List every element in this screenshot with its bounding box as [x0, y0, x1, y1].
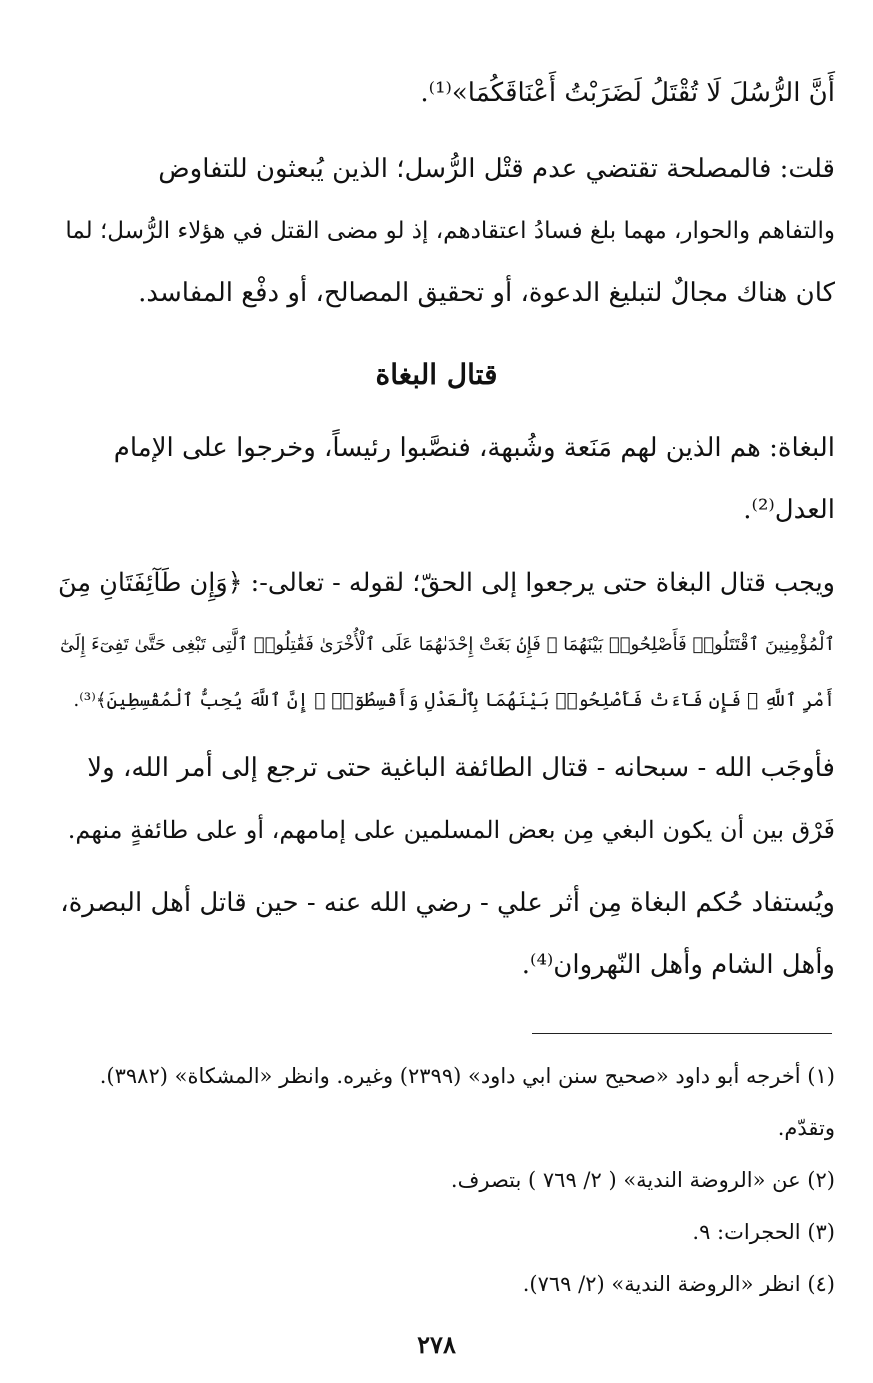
paragraph-verse [55, 552, 835, 738]
hadith-line: أَنَّ الرُّسُلَ لَا تُقْتَلُ لَضَرَبْتُ أَعْنَاقَكُمَا»⁽¹⁾. [420, 78, 835, 108]
footnote-1: (١) أخرجه أبو داود «صحيح سنن ابي داود» (٢٣٩٩) وغيره. وانظر «المشكاة» (٣٩٨٢). [99, 1064, 835, 1088]
text-line: ويجب قتال البغاة حتى يرجعوا إلى الحقّ؛ لقوله - تعالى-: ﴿وَإِن طَآئِفَتَانِ مِنَ [57, 568, 835, 598]
text-line: كان هناك مجالٌ لتبليغ الدعوة، أو تحقيق المصالح، أو دفْع المفاسد. [138, 278, 835, 308]
text-line: وأهل الشام وأهل النّهروان⁽⁴⁾. [521, 950, 835, 980]
paragraph-hadith-end [55, 62, 835, 124]
footnote-2: (٢) عن «الروضة الندية» ( ٢/ ٧٦٩ ) بتصرف. [450, 1168, 835, 1192]
text-line: والتفاهم والحوار، مهما بلغ فسادُ اعتقادهم، إذ لو مضى القتل في هؤلاء الرُّسل؛ لما [65, 218, 835, 244]
text-line: فأوجَب الله - سبحانه - قتال الطائفة الباغية حتى ترجع إلى أمر الله، ولا [87, 753, 835, 783]
paragraph-ali [55, 872, 835, 996]
text-line: فَرْق بين أن يكون البغي مِن بعض المسلمين على إمامهم، أو على طائفةٍ منهم. [67, 816, 835, 844]
text-line: العدل⁽²⁾. [743, 495, 835, 525]
paragraph-obligation [55, 737, 835, 861]
footnote-4: (٤) انظر «الروضة الندية» (٢/ ٧٦٩). [522, 1272, 835, 1296]
paragraph-definition [55, 417, 835, 541]
footnote-1-continued: وتقدّم. [777, 1116, 835, 1140]
text-line: ويُستفاد حُكم البغاة مِن أثر علي - رضي الله عنه - حين قاتل أهل البصرة، [60, 888, 835, 918]
quran-verse-line: ٱلْمُؤْمِنِينَ ٱقْتَتَلُوا۟ فَأَصْلِحُوا۟ بَيْنَهُمَا ۖ فَإِنۢ بَغَتْ إِحْدَىٰهُمَا عَلَى ٱلْأُخْرَىٰ فَقَٰتِلُوا۟ ٱلَّتِى تَبْغِى حَتَّىٰ تَفِىٓءَ إِلَىٰٓ [59, 634, 835, 655]
footnote-separator [532, 1033, 832, 1034]
section-heading: قتال البغاة [375, 358, 498, 391]
footnote-3: (٣) الحجرات: ٩. [692, 1220, 835, 1244]
paragraph-envoys [55, 138, 835, 324]
footnotes [55, 1050, 835, 1310]
quran-verse-line: أَمْرِ ٱللَّهِ ۚ فَإِن فَآءَتْ فَأَصْلِحُوا۟ بَيْنَهُمَا بِٱلْعَدْلِ وَأَقْسِطُوٓا۟ ۖ إِنَّ ٱللَّهَ يُحِبُّ ٱلْمُقْسِطِينَ﴾⁽³⁾. [73, 690, 835, 711]
text-line: قلت: فالمصلحة تقتضي عدم قتْل الرُّسل؛ الذين يُبعثون للتفاوض [158, 154, 835, 184]
page-number: ٢٧٨ [417, 1330, 456, 1359]
text-line: البغاة: هم الذين لهم مَنَعة وشُبهة، فنصَّبوا رئيساً، وخرجوا على الإمام [113, 433, 835, 463]
